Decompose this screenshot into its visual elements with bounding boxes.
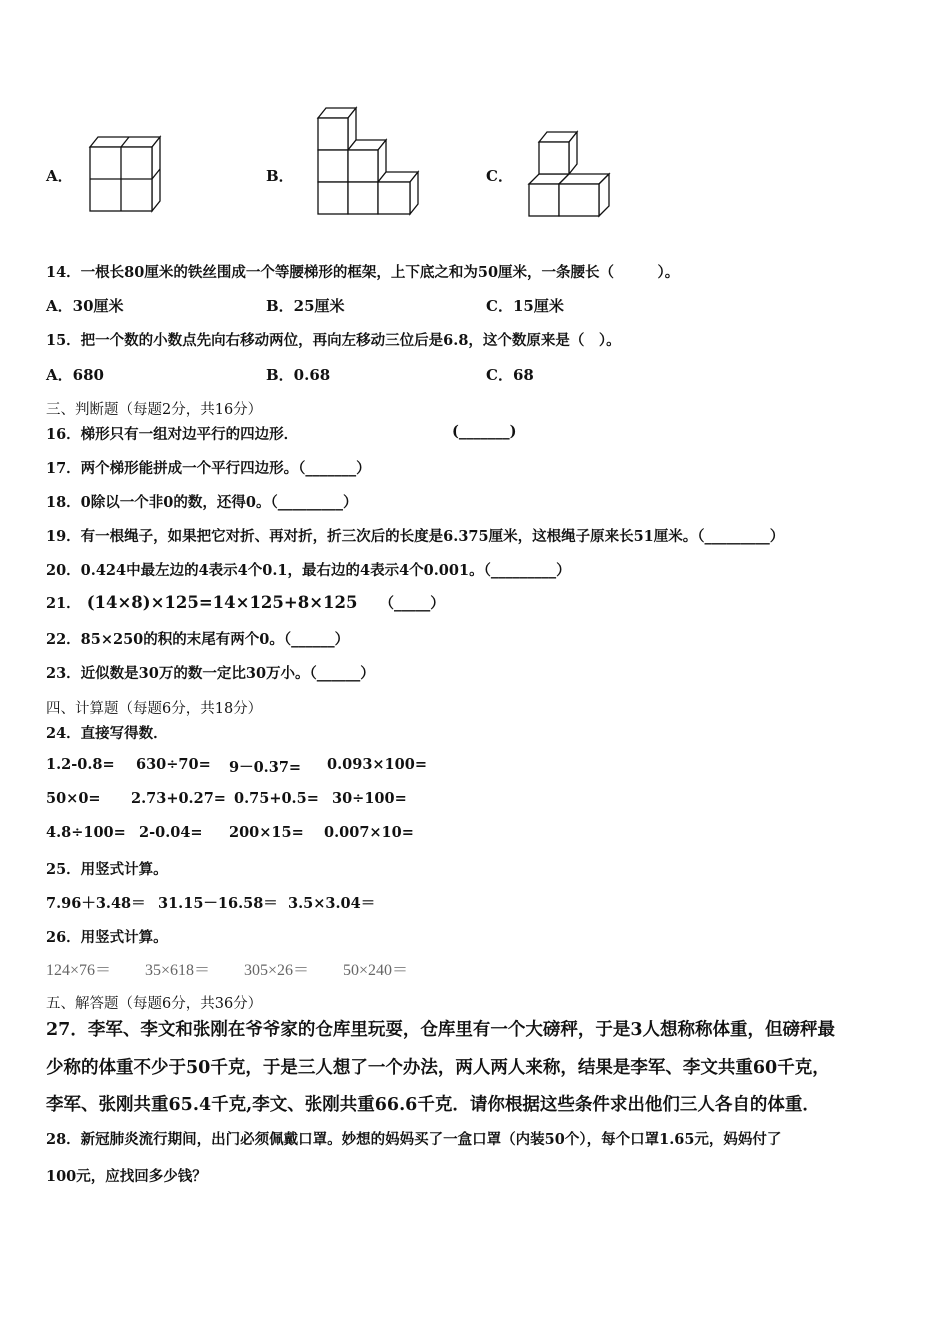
question-16-text: 16．梯形只有一组对边平行的四边形．	[46, 426, 299, 443]
question-22-text: 22．85×250的积的末尾有两个0。（______）	[46, 631, 350, 648]
calc-item: 30÷100=	[332, 790, 407, 807]
question-14-text: 14．一根长80厘米的铁丝围成一个等腰梯形的框架，上下底之和为50厘米，一条腰长（ ）。	[46, 264, 680, 281]
q14-option-b: B．25厘米	[266, 297, 345, 315]
q15-option-a: A．680	[46, 366, 104, 384]
question-18-text: 18．0除以一个非0的数，还得0。（_________）	[46, 494, 358, 511]
vertical-calc-item: 50×240＝	[343, 962, 409, 979]
question-25-text: 25．用竖式计算。	[46, 861, 168, 878]
question-27-line-1: 27．李军、李文和张刚在爷爷家的仓库里玩耍，仓库里有一个大磅秤，于是3人想称称体重，但磅秤最	[46, 1020, 836, 1040]
question-19-text: 19．有一根绳子，如果把它对折、再对折，折三次后的长度是6.375厘米，这根绳子原来长51厘米。（_________）	[46, 528, 785, 545]
question-21-expression: (14×8)×125=14×125+8×125	[86, 593, 358, 612]
question-20-text: 20．0.424中最左边的4表示4个0.1，最右边的4表示4个0.001。（_________）	[46, 562, 571, 579]
calc-item: 50×0=	[46, 790, 101, 807]
vertical-calc-item: 31.15－16.58＝	[158, 895, 278, 912]
question-28-line-1: 28．新冠肺炎流行期间，出门必须佩戴口罩。妙想的妈妈买了一盒口罩（内装50个），每个口罩1.65元，妈妈付了	[46, 1131, 782, 1148]
q14-option-a: A．30厘米	[46, 297, 124, 315]
option-c-label: C．	[486, 167, 513, 185]
question-21-blank: （_____）	[379, 595, 445, 612]
section-5-heading: 五、解答题（每题6分，共36分）	[46, 996, 263, 1012]
question-15-text: 15．把一个数的小数点先向右移动两位，再向左移动三位后是6.8，这个数原来是（ ）。	[46, 332, 621, 349]
question-21	[46, 592, 445, 613]
cube-figure-c	[527, 130, 613, 220]
calc-item: 0.007×10=	[324, 824, 414, 841]
question-23-text: 23．近似数是30万的数一定比30万小。（______）	[46, 665, 375, 682]
cube-figure-a	[88, 135, 164, 215]
calc-item: 200×15=	[229, 824, 304, 841]
q15-option-c: C．68	[486, 366, 534, 384]
q14-option-c: C．15厘米	[486, 297, 564, 315]
section-4-heading: 四、计算题（每题6分，共18分）	[46, 701, 263, 717]
cube-figure-b	[316, 106, 422, 216]
vertical-calc-item: 3.5×3.04＝	[288, 895, 376, 912]
section-3-heading: 三、判断题（每题2分，共16分）	[46, 402, 263, 418]
question-27-line-3: 李军、张刚共重65.4千克,李文、张刚共重66.6千克．请你根据这些条件求出他们三人各自的体重．	[46, 1095, 820, 1115]
calc-item: 9－0.37=	[229, 759, 302, 776]
vertical-calc-item: 35×618＝	[145, 962, 211, 979]
calc-item: 1.2-0.8=	[46, 756, 115, 773]
question-16-blank: (_______)	[452, 423, 517, 440]
vertical-calc-item: 124×76＝	[46, 962, 112, 979]
option-a-label: A．	[46, 167, 73, 185]
calc-item: 0.093×100=	[327, 756, 427, 773]
q15-option-b: B．0.68	[266, 366, 331, 384]
calc-item: 0.75+0.5=	[234, 790, 319, 807]
calc-item: 630÷70=	[136, 756, 211, 773]
vertical-calc-item: 7.96＋3.48＝	[46, 895, 146, 912]
question-28-line-2: 100元，应找回多少钱？	[46, 1168, 207, 1185]
question-26-text: 26．用竖式计算。	[46, 929, 168, 946]
calc-item: 4.8÷100=	[46, 824, 126, 841]
question-27-line-2: 少称的体重不少于50千克，于是三人想了一个办法，两人两人来称，结果是李军、李文共重60千克，	[46, 1058, 830, 1078]
calc-item: 2.73+0.27=	[131, 790, 226, 807]
vertical-calc-item: 305×26＝	[244, 962, 310, 979]
calc-item: 2-0.04=	[139, 824, 203, 841]
option-b-label: B．	[266, 167, 294, 185]
question-21-number: 21．	[46, 595, 81, 612]
question-24-text: 24．直接写得数．	[46, 725, 168, 742]
question-17-text: 17．两个梯形能拼成一个平行四边形。（_______）	[46, 460, 371, 477]
